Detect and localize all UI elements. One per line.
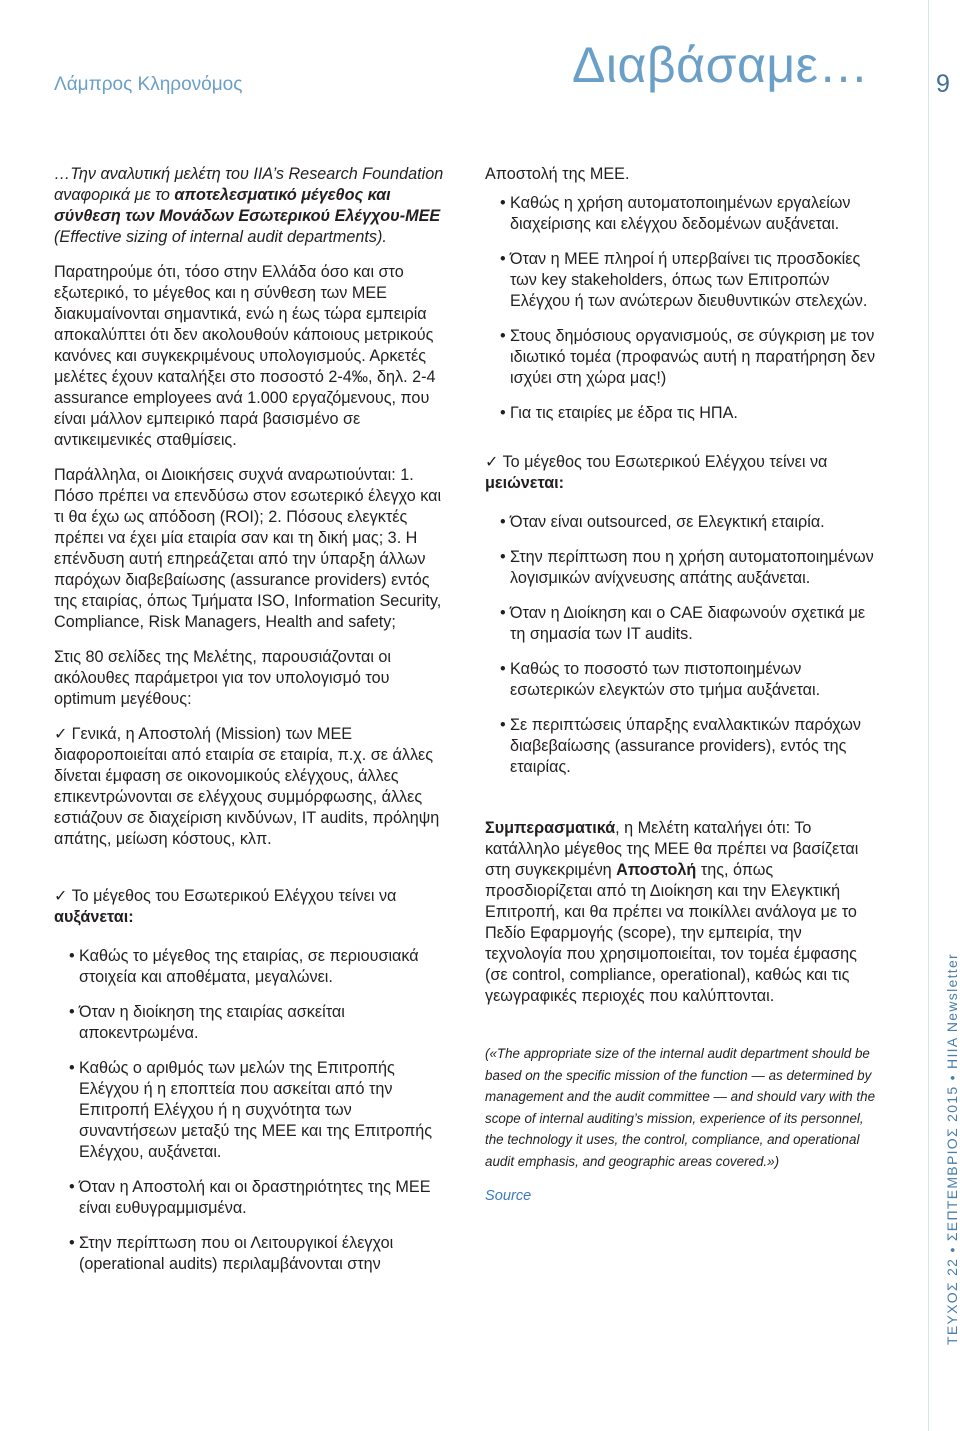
decrease-heading-strong: μειώνεται: [485, 474, 565, 492]
intro-strong: αποτελεσματικό μέγεθος και σύνθεση των Μονάδων Εσωτερικού Ελέγχου-ΜΕΕ [54, 186, 441, 225]
check-mark-icon: ✓ [54, 725, 68, 743]
decrease-heading [485, 452, 880, 494]
list-item: • Καθώς το μέγεθος της εταιρίας, σε περιουσιακά στοιχεία και αποθέματα, μεγαλώνει. [69, 946, 446, 988]
section-title: Διαβάσαμε… [572, 37, 869, 93]
list-item: • Καθώς η χρήση αυτοματοποιημένων εργαλείων διαχείρισης και ελέγχου δεδομένων αυξάνεται. [500, 193, 880, 235]
mission-text: Γενικά, η Αποστολή (Mission) των ΜΕΕ διαφοροποιείται από εταιρία σε εταιρία, π.χ. σε άλλες δίνεται έμφαση σε οικονομικούς ελέγχους, άλλες επικεντρώνονται σε ελέγχους συμμόρφωσης, άλλες εστιάζουν σε διαχείριση κινδύνων, IT audits, πρόληψη απάτης, μείωση κόστους, κλπ. [54, 725, 440, 848]
continuation-text: Αποστολή της ΜΕΕ. [485, 165, 630, 183]
conclusion-strong: Συμπερασματικά [485, 819, 616, 837]
conclusion-mission: Αποστολή [616, 861, 697, 879]
list-item: • Καθώς ο αριθμός των μελών της Επιτροπής Ελέγχου ή η εποπτεία που ασκείται από την Επιτροπή Ελέγχου ή η συχνότητα των συναντήσεων μεταξύ της ΜΕΕ και της Επιτροπής Ελέγχου, αυξάνεται. [69, 1058, 446, 1163]
conclusion-post: της, όπως προσδιορίζεται από τη Διοίκηση και την Ελεγκτική Επιτροπή, και θα πρέπει να ποικίλλει ανάλογα με το Πεδίο Εφαρμογής (scope), την εμπειρία, την τεχνολογία που χρησιμοποιείται, τον τομέα έμφασης (σε control, compliance, operational), καθώς και τις γεωγραφικές περιοχές που καλύπτονται. [485, 861, 857, 1005]
author-name: Λάμπρος Κληρονόμος [54, 74, 243, 95]
conclusion-mid: , η Μελέτη καταλήγει ότι: Το κατάλληλο μέγεθος της ΜΕΕ θα πρέπει να βασίζεται στη συγκεκριμένη [485, 819, 859, 879]
check-mark-icon: ✓ [485, 453, 499, 471]
increase-heading [54, 886, 446, 928]
increase-list-continued [500, 193, 880, 424]
conclusion-paragraph [485, 818, 880, 1007]
intro-pre: …Την αναλυτική μελέτη του IIA’s Research Foundation αναφορικά με το [54, 165, 444, 204]
increase-heading-pre: Το μέγεθος του Εσωτερικού Ελέγχου τείνει να [71, 887, 397, 905]
list-item: • Στην περίπτωση που η χρήση αυτοματοποιημένων λογισμικών ανίχνευσης απάτης αυξάνεται. [500, 547, 880, 589]
decrease-heading-pre: Το μέγεθος του Εσωτερικού Ελέγχου τείνει να [502, 453, 828, 471]
check-mark-icon: ✓ [54, 887, 68, 905]
increase-list [69, 946, 446, 1275]
paragraph-mission [54, 724, 446, 850]
list-item: • Όταν η διοίκηση της εταιρίας ασκείται αποκεντρωμένα. [69, 1002, 446, 1044]
paragraph-parameters: Στις 80 σελίδες της Μελέτης, παρουσιάζονται οι ακόλουθες παράμετροι για τον υπολογισμό του optimum μεγέθους: [54, 648, 392, 708]
list-item: • Όταν η ΜΕΕ πληροί ή υπερβαίνει τις προσδοκίες των key stakeholders, όπως των Επιτροπών Ελέγχου ή των ανώτερων διευθυντικών στελεχών. [500, 249, 880, 312]
decrease-list [500, 512, 880, 778]
list-item: • Στην περίπτωση που οι Λειτουργικοί έλεγχοι (operational audits) περιλαμβάνονται στην [69, 1233, 446, 1275]
list-item: • Καθώς το ποσοστό των πιστοποιημένων εσωτερικών ελεγκτών στο τμήμα αυξάνεται. [500, 659, 880, 701]
page-number: 9 [936, 70, 950, 98]
increase-heading-strong: αυξάνεται: [54, 908, 134, 926]
issue-label: ΤΕΥΧΟΣ 22 • ΣΕΠΤΕΜΒΡΙΟΣ 2015 • HIIA Newsletter [944, 952, 960, 1345]
list-item: • Όταν η Διοίκηση και ο CAE διαφωνούν σχετικά με τη σημασία των IT audits. [500, 603, 880, 645]
list-item: • Σε περιπτώσεις ύπαρξης εναλλακτικών παρόχων διαβεβαίωσης (assurance providers), εντός της εταιρίας. [500, 715, 880, 778]
paragraph-observation: Παρατηρούμε ότι, τόσο στην Ελλάδα όσο και στο εξωτερικό, το μέγεθος και η σύνθεση των ΜΕΕ διακυμαίνονται σημαντικά, ενώ η έως τώρα εμπειρία αποκαλύπτει ότι δεν ακολουθούν κάποιους μετρικούς κανόνες και συγκεκριμένους υπολογισμούς. Αρκετές μελέτες έχουν καταλήξει στο ποσοστό 2-4‰, δηλ. 2-4 assurance employees ανά 1.000 εργαζόμενους, που είναι μάλλον εμπειρικό παρά βασισμένο σε αντικειμενικές σταθμίσεις. [54, 263, 436, 449]
paragraph-questions: Παράλληλα, οι Διοικήσεις συχνά αναρωτιούνται: 1. Πόσο πρέπει να επενδύσω στον εσωτερικό έλεγχο και τι θα έχω ως απόδοση (ROI); 2. Πόσους ελεγκτές πρέπει να έχει μία εταιρία σαν και τη δική μας; 3. Η επένδυση αυτή επηρεάζεται από την ύπαρξη άλλων παρόχων διαβεβαίωσης (assurance providers) εντός της εταιρίας, όπως Τμήματα ISO, Information Security, Compliance, Risk Managers, Health and safety; [54, 466, 442, 631]
left-column [54, 164, 446, 1289]
english-quote: («The appropriate size of the internal audit department should be based on the specific mission of the function — as determined by management and the audit committee — and should vary with the scope of internal auditing’s mission, experience of its personnel, the technology it uses, the control, compliance, and operational audit emphasis, and geographic areas covered.») [485, 1046, 876, 1169]
list-item: • Όταν είναι outsourced, σε Ελεγκτική εταιρία. [500, 512, 880, 533]
list-item: • Όταν η Αποστολή και οι δραστηριότητες της ΜΕΕ είναι ευθυγραμμισμένα. [69, 1177, 446, 1219]
source-link[interactable]: Source [485, 1188, 532, 1204]
list-item: • Για τις εταιρίες με έδρα τις ΗΠΑ. [500, 403, 880, 424]
intro-post: (Effective sizing of internal audit departments). [54, 228, 387, 246]
list-item: • Στους δημόσιους οργανισμούς, σε σύγκριση με τον ιδιωτικό τομέα (προφανώς αυτή η παρατήρηση δεν ισχύει στη χώρα μας!) [500, 326, 880, 389]
right-column [485, 164, 880, 1221]
intro-paragraph [54, 164, 446, 248]
